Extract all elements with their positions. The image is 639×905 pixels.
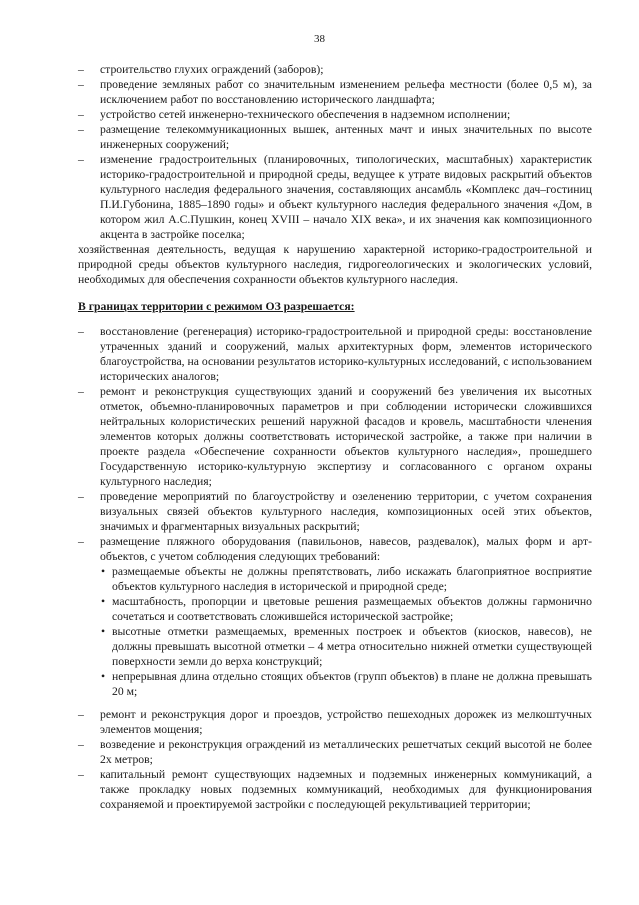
dash-marker: – [78,63,84,76]
bullet-item [100,669,592,699]
list-item [78,107,592,122]
list-item [78,489,592,534]
dash-marker: – [78,708,84,721]
bullet-marker: • [101,595,106,608]
list-item [78,62,592,77]
list-item-text: изменение градостроительных (планировочных, типологических, масштабных) характеристик историко-градостроительной и природной среды, ведущее к утрате видовых раскрытий объектов культурного наследия федерального значения, составляющих ансамбль «Комплекс дач–гостиниц П.И.Губонина, 1885–1890 годы» и объект культурного наследия федерального значения «Дом, в котором жил А.С.Пушкин, конец XVIII – начало XIX века», и их значения как композиционного акцента в застройке поселка; [100,153,592,241]
page-number: 38 [314,33,325,45]
list-item-text: возведение и реконструкция ограждений из металлических решетчатых секций высотой не более 2х метров; [100,738,592,766]
list-item [78,77,592,107]
dash-marker: – [78,535,84,548]
list-item-text: строительство глухих ограждений (заборов); [100,63,324,76]
requirements-list [100,564,592,699]
list-item [78,384,592,489]
dash-marker: – [78,123,84,136]
dash-marker: – [78,153,84,166]
bullet-text: непрерывная длина отдельно стоящих объектов (групп объектов) в плане не должна превышать 20 м; [112,670,592,698]
dash-marker: – [78,108,84,121]
list-item-text: ремонт и реконструкция дорог и проездов, устройство пешеходных дорожек из мелкоштучных элементов мощения; [100,708,592,736]
list-item [78,152,592,242]
list-item-text: восстановление (регенерация) историко-градостроительной и природной среды: восстановление утраченных зданий и сооружений, малых архитектурных форм, элементов исторического благоустройства, на основании результатов историко-культурных исследований, с использованием исторических аналогов; [100,325,592,383]
bullet-text: масштабность, пропорции и цветовые решения размещаемых объектов должны гармонично сочетаться и соответствовать сложившейся исторической застройке; [112,595,592,623]
bullet-text: размещаемые объекты не должны препятствовать, либо искажать благоприятное восприятие объектов культурного наследия в исторической и природной среде; [112,565,592,593]
prohibited-list [78,62,592,242]
paragraph: хозяйственная деятельность, ведущая к нарушению характерной историко-градостроительной и природной среды объектов культурного наследия, гидрогеологических и экологических условий, необходимых для обеспечения сохранности объектов культурного наследия. [78,243,592,286]
list-item [78,534,592,699]
dash-marker: – [78,490,84,503]
dash-marker: – [78,78,84,91]
list-item-text: ремонт и реконструкция существующих зданий и сооружений без увеличения их высотных отметок, объемно-планировочных параметров и при соблюдении исторически сложившихся нейтральных колористических решений наружной фасадов и кровель, масштабности членения элементов которых должны соответствовать исторической застройке, а также при наличии в проекте раздела «Обеспечение сохранности объектов культурного наследия», прошедшего Государственную историко-культурную экспертизу и согласованного с органом охраны культурного наследия; [100,385,592,488]
list-item-text: проведение земляных работ со значительным изменением рельефа местности (более 0,5 м), за исключением работ по восстановлению исторического ландшафта; [100,78,592,106]
bullet-marker: • [101,565,106,578]
list-item-text: размещение телекоммуникационных вышек, антенных мачт и иных значительных по высоте инженерных сооружений; [100,123,592,151]
bullet-marker: • [101,625,106,638]
works-list [78,707,592,812]
allowed-list [78,324,592,699]
dash-marker: – [78,325,84,338]
list-item [78,324,592,384]
bullet-text: высотные отметки размещаемых, временных построек и объектов (киосков, навесов), не должны превышать высотной отметки – 4 метра относительно нижней отметки существующей поверхности земли до верха конструкций; [112,625,592,668]
list-item-text: капитальный ремонт существующих надземных и подземных инженерных коммуникаций, а также прокладку новых подземных коммуникаций, необходимых для функционирования сохраняемой и проектируемой застройки с последующей рекультивацией территории; [100,768,592,811]
list-item [78,122,592,152]
list-item-text: устройство сетей инженерно-технического обеспечения в надземном исполнении; [100,108,511,121]
section-heading: В границах территории с режимом ОЗ разрешается: [78,300,355,313]
list-item-text: проведение мероприятий по благоустройству и озеленению территории, с учетом сохранения визуальных связей объектов культурного наследия, композиционных осей этих объектов, значимых и фрагментарных визуальных раскрытий; [100,490,592,533]
bullet-item [100,564,592,594]
bullet-marker: • [101,670,106,683]
list-item-text: размещение пляжного оборудования (павильонов, навесов, раздевалок), малых форм и арт-объектов, с учетом соблюдения следующих требований: [100,535,592,563]
bullet-item [100,594,592,624]
dash-marker: – [78,385,84,398]
list-item [78,737,592,767]
list-item [78,707,592,737]
dash-marker: – [78,768,84,781]
list-item [78,767,592,812]
document-body [78,62,592,812]
bullet-item [100,624,592,669]
dash-marker: – [78,738,84,751]
